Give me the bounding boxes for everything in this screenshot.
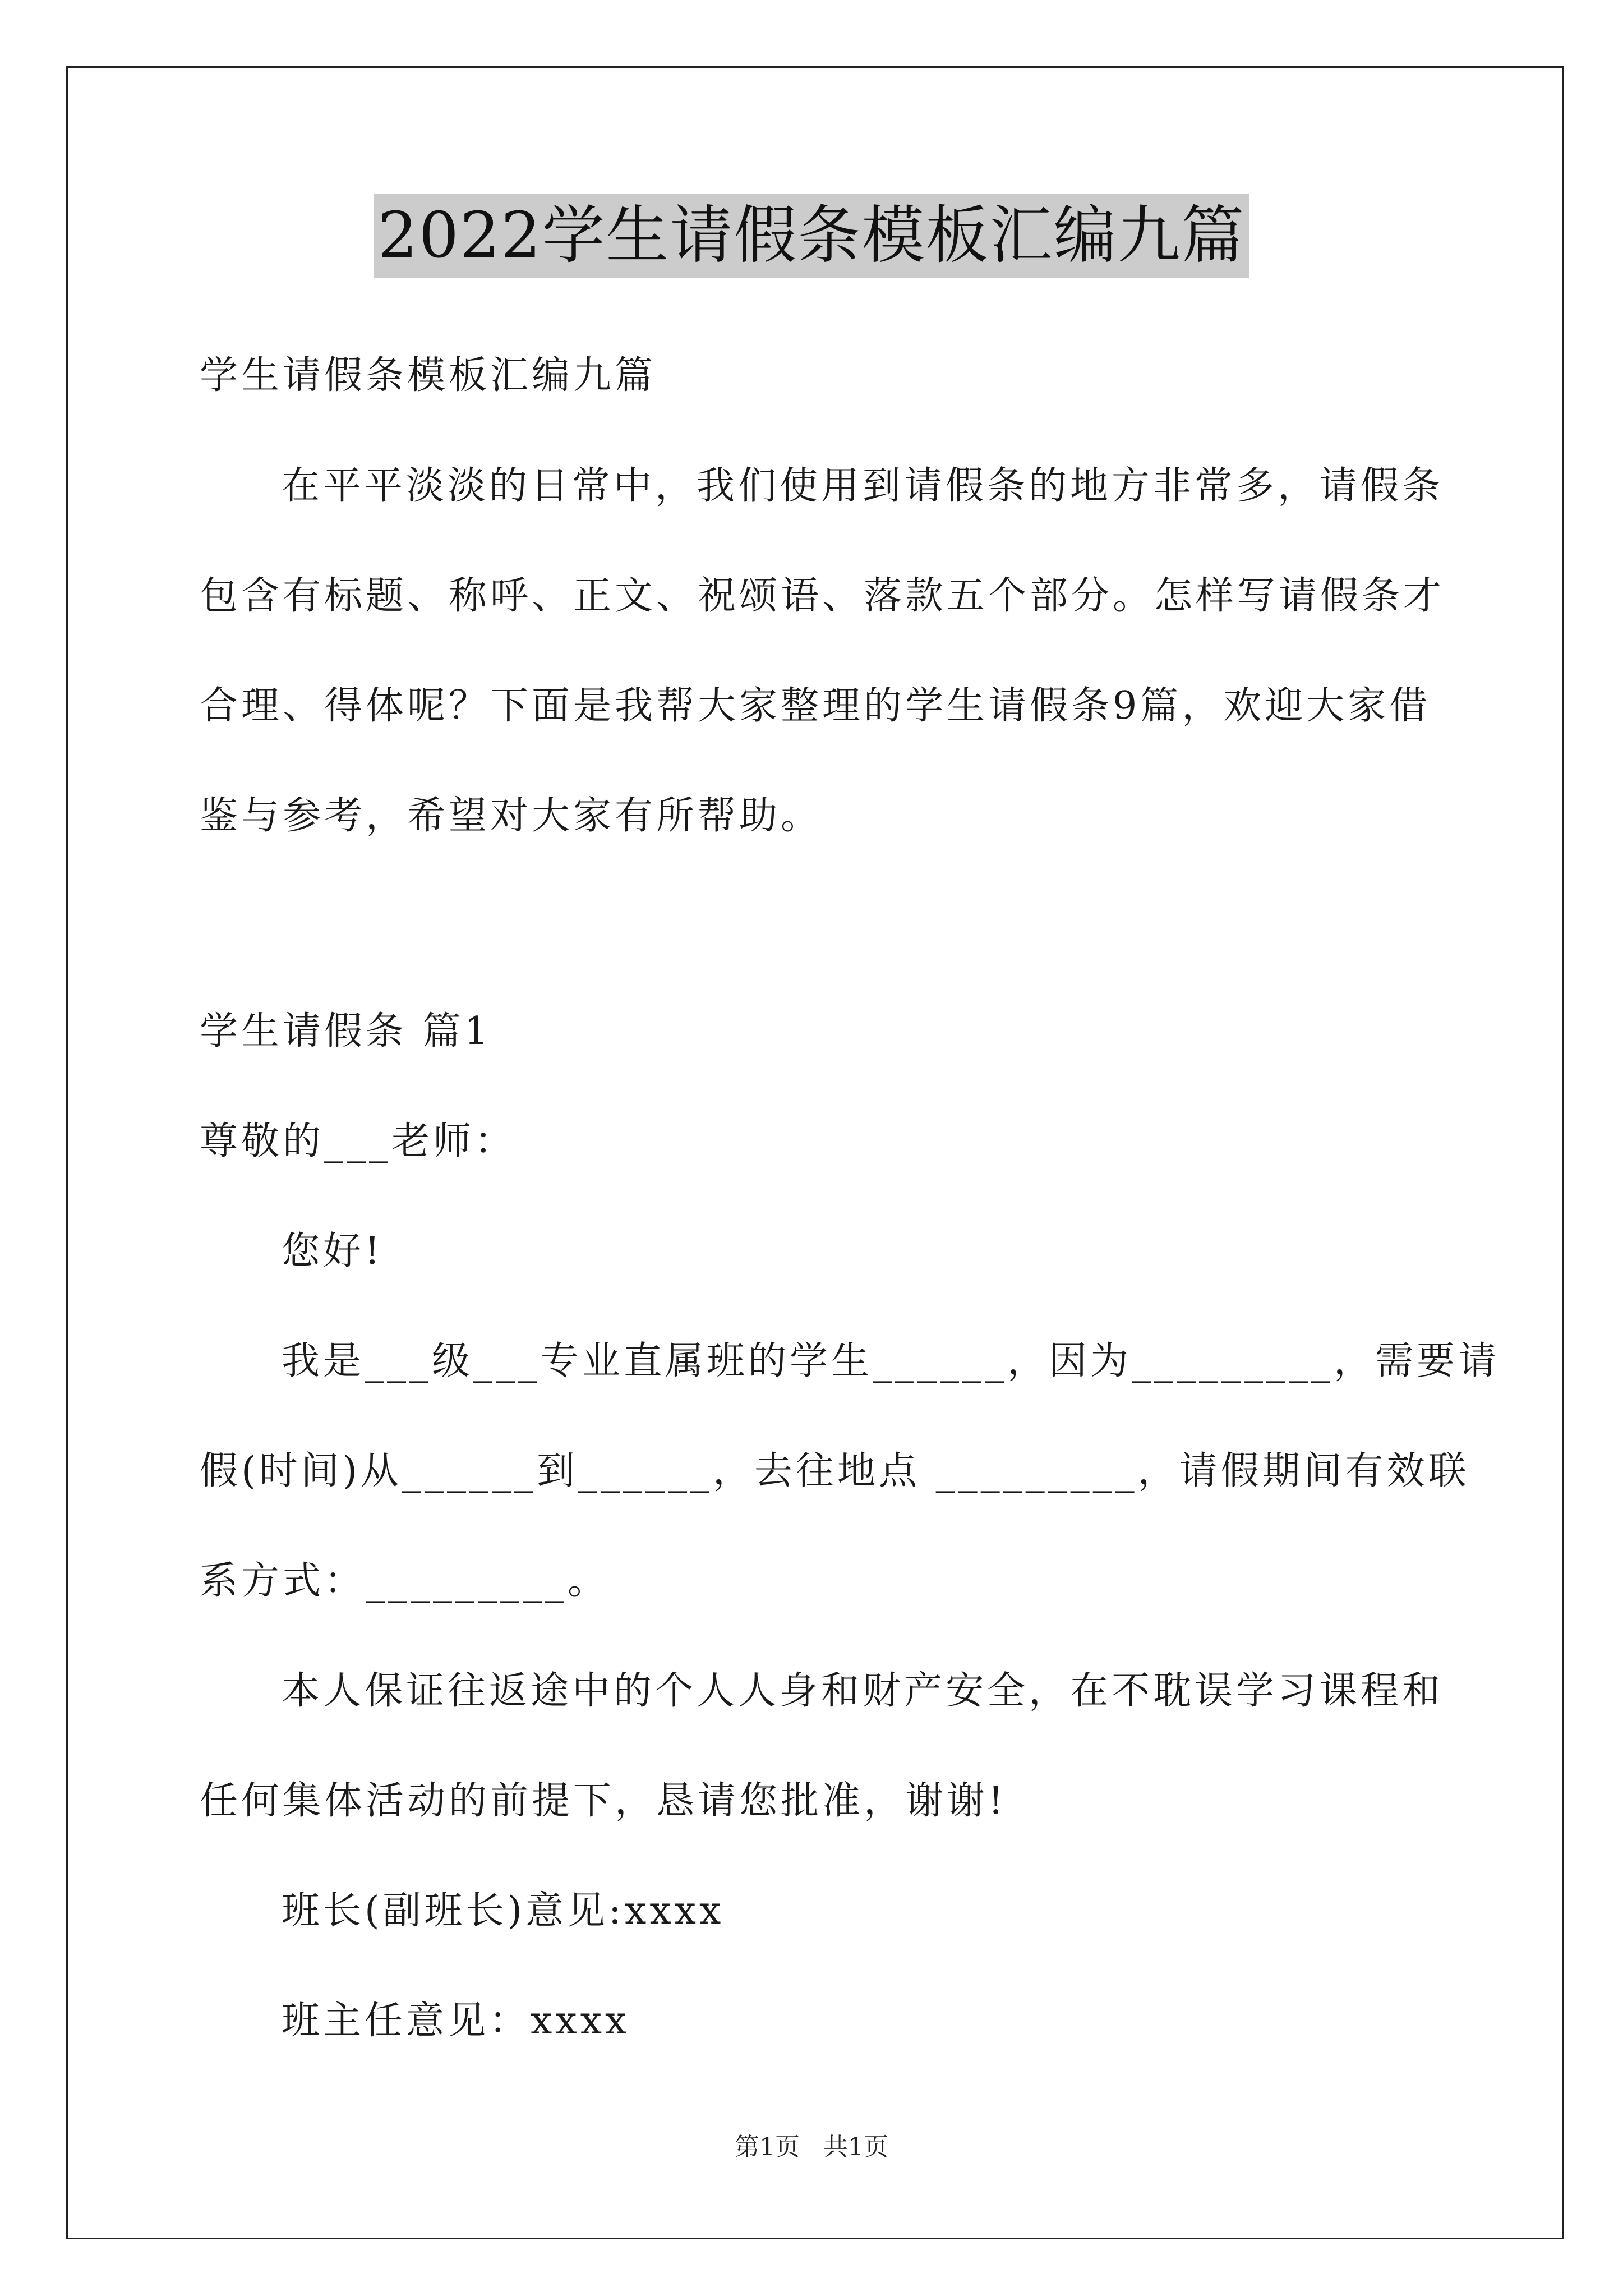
intro-line-2: 包含有标题、称呼、正文、祝颂语、落款五个部分。怎样写请假条才 xyxy=(200,574,1445,618)
document-title: 2022学生请假条模板汇编九篇 xyxy=(374,194,1248,278)
salutation: 尊敬的___老师： xyxy=(200,1119,517,1163)
page-number-current: 第1页 xyxy=(735,2133,800,2161)
page-footer xyxy=(0,2132,1623,2163)
intro-line-1: 在平平淡淡的日常中，我们使用到请假条的地方非常多，请假条 xyxy=(282,464,1444,508)
monitor-opinion: 班长(副班长)意见:xxxx xyxy=(282,1889,725,1933)
greeting: 您好! xyxy=(282,1229,384,1273)
intro-line-4: 鉴与参考，希望对大家有所帮助。 xyxy=(200,794,823,838)
body-line-1: 我是___级___专业直属班的学生______，因为_________，需要请 xyxy=(282,1339,1500,1383)
teacher-opinion: 班主任意见：xxxx xyxy=(282,1999,630,2043)
page-number-total: 共1页 xyxy=(823,2133,888,2161)
guarantee-line-1: 本人保证往返途中的个人人身和财产安全，在不耽误学习课程和 xyxy=(282,1669,1444,1713)
body-line-2: 假(时间)从______到______，去往地点 _________，请假期间有效联 xyxy=(200,1449,1470,1493)
intro-line-3: 合理、得体呢？下面是我帮大家整理的学生请假条9篇，欢迎大家借 xyxy=(200,684,1431,728)
guarantee-line-2: 任何集体活动的前提下，恳请您批准，谢谢! xyxy=(200,1779,1007,1823)
body-line-3: 系方式：_________。 xyxy=(200,1559,610,1603)
subtitle: 学生请假条模板汇编九篇 xyxy=(200,353,657,398)
title-container xyxy=(0,194,1623,278)
section-heading: 学生请假条 篇1 xyxy=(200,1009,492,1053)
